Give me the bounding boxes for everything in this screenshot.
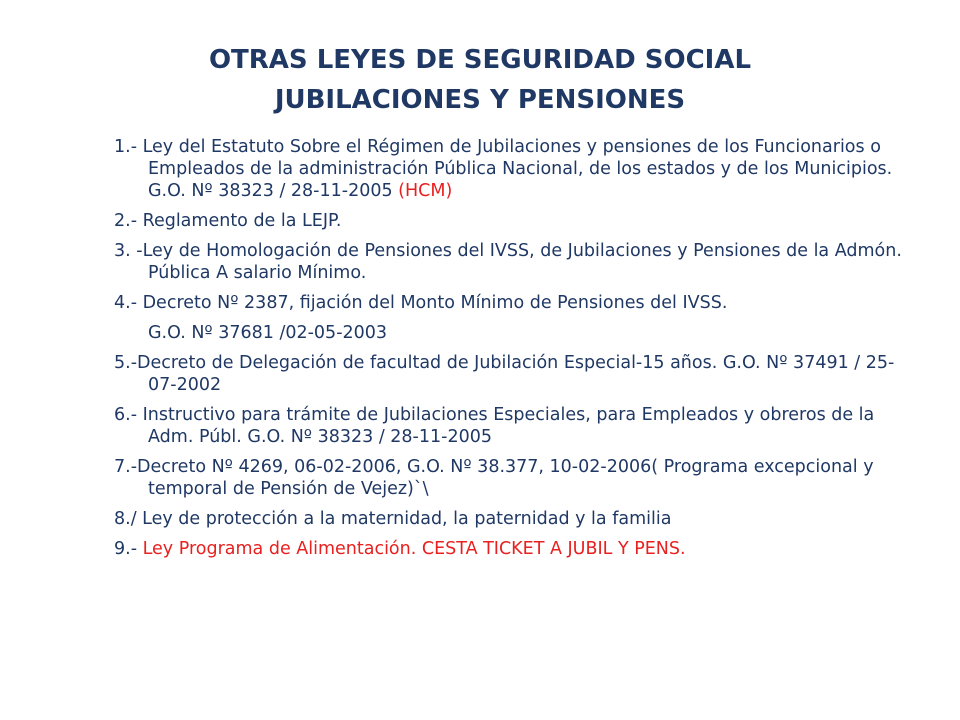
list-item <box>114 210 914 232</box>
list-item-text: 8./ Ley de protección a la maternidad, la paternidad y la familia <box>114 509 672 529</box>
title-line-1: OTRAS LEYES DE SEGURIDAD SOCIAL <box>208 45 752 75</box>
list-item <box>114 404 914 448</box>
title-line-2: JUBILACIONES Y PENSIONES <box>274 85 686 115</box>
list-item <box>114 322 914 344</box>
list-item <box>114 456 914 500</box>
list-item-text: 3. -Ley de Homologación de Pensiones del IVSS, de Jubilaciones y Pensiones de la Admón. Pública A salario Mínimo. <box>114 241 902 283</box>
list-item <box>114 292 914 314</box>
list-item-text: 7.-Decreto Nº 4269, 06-02-2006, G.O. Nº 38.377, 10-02-2006( Programa excepcional y temporal de Pensión de Vejez)`\ <box>114 457 874 499</box>
list-item-text: G.O. Nº 37681 /02-05-2003 <box>148 323 388 343</box>
list-item-text: 6.- Instructivo para trámite de Jubilaciones Especiales, para Empleados y obreros de la Adm. Públ. G.O. Nº 38323 / 28-11-2005 <box>114 405 875 447</box>
list-item <box>114 352 914 396</box>
list-item-text: 2.- Reglamento de la LEJP. <box>114 211 342 231</box>
list-item-highlight: Ley Programa de Alimentación. CESTA TICKET A JUBIL Y PENS. <box>142 539 686 559</box>
list-item <box>114 136 914 202</box>
list-item <box>114 508 914 530</box>
law-list <box>114 136 914 568</box>
list-item-text: 4.- Decreto Nº 2387, fijación del Monto Mínimo de Pensiones del IVSS. <box>114 293 728 313</box>
list-item-text: 1.- Ley del Estatuto Sobre el Régimen de Jubilaciones y pensiones de los Funcionarios o Empleados de la administración Pública Nacional, de los estados y de los Municipios. G.O. Nº 38323 / 28-11-2005 <box>114 137 893 201</box>
list-item <box>114 240 914 284</box>
slide-title <box>0 40 960 120</box>
list-item-highlight: (HCM) <box>398 181 453 201</box>
list-item-text: 5.-Decreto de Delegación de facultad de Jubilación Especial-15 años. G.O. Nº 37491 / 25-07-2002 <box>114 353 895 395</box>
list-item-text: 9.- <box>114 539 143 559</box>
list-item <box>114 538 914 560</box>
